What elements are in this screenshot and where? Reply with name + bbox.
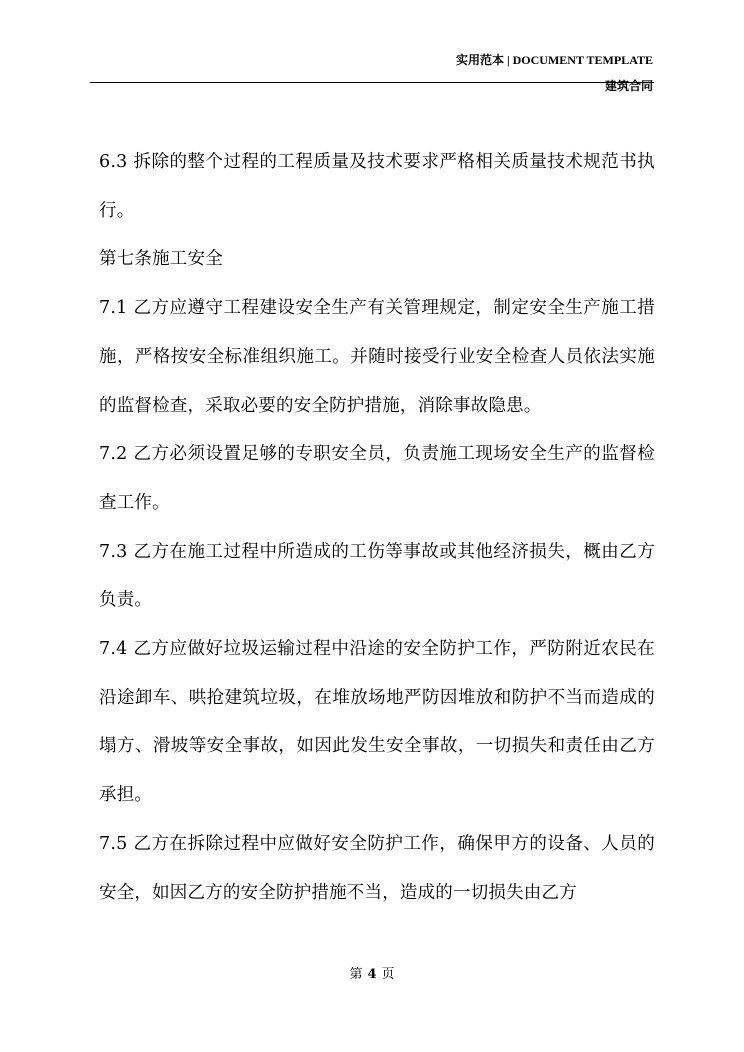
page-number: 4 (367, 967, 377, 982)
paragraph-7-1: 7.1 乙方应遵守工程建设安全生产有关管理规定，制定安全生产施工措施，严格按安全标准组织施工。并随时接受行业安全检查人员依法实施的监督检查，采取必要的安全防护措施，消除事故隐患。 (99, 298, 655, 416)
paragraph-7-5: 7.5 乙方在拆除过程中应做好安全防护工作，确保甲方的设备、人员的安全，如因乙方的安全防护措施不当，造成的一切损失由乙方 (99, 833, 655, 903)
header-title: 实用范本 | DOCUMENT TEMPLATE (456, 53, 653, 67)
section-heading-article-7: 第七条施工安全 (99, 249, 223, 270)
header-divider (90, 82, 654, 83)
page-header (456, 52, 653, 94)
paragraph-7-2: 7.2 乙方必须设置足够的专职安全员，负责施工现场安全生产的监督检查工作。 (99, 444, 655, 513)
header-subtitle: 建筑合同 (604, 79, 653, 93)
page-footer (0, 966, 744, 984)
footer-suffix: 页 (381, 967, 395, 982)
paragraph-6-3: 6.3 拆除的整个过程的工程质量及技术要求严格相关质量技术规范书执行。 (99, 152, 655, 221)
paragraph-7-3: 7.3 乙方在施工过程中所造成的工伤等事故或其他经济损失，概由乙方负责。 (99, 541, 655, 611)
document-body (99, 138, 655, 917)
footer-prefix: 第 (349, 967, 363, 982)
paragraph-7-4: 7.4 乙方应做好垃圾运输过程中沿途的安全防护工作，严防附近农民在沿途卸车、哄抢建筑垃圾，在堆放场地严防因堆放和防护不当而造成的塌方、滑坡等安全事故，如因此发生安全事故，一切损失和责任由乙方承担。 (99, 639, 655, 806)
